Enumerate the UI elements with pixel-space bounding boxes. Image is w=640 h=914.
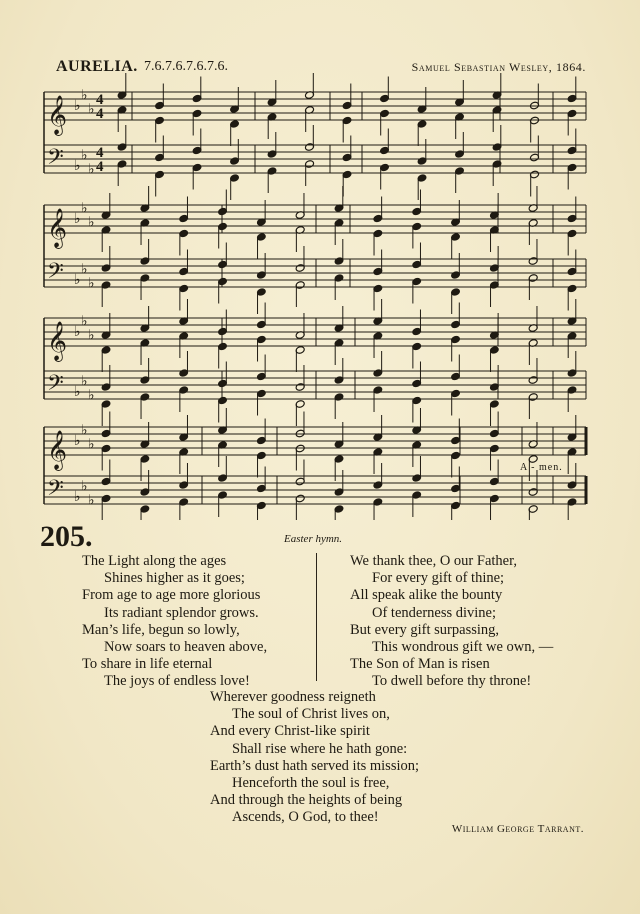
verse-line: Ascends, O God, to thee! (232, 809, 379, 826)
verse-line: But every gift surpassing, (350, 621, 500, 638)
stanza-3 (210, 689, 419, 827)
flat-sign: ♭ (81, 147, 88, 164)
verse-line: The Light along the ages (82, 553, 227, 569)
verse-line: Of tenderness divine; (372, 604, 497, 621)
verse-line: Henceforth the soul is free, (232, 774, 390, 791)
treble-clef: 𝄞 (47, 430, 68, 470)
verse-line: And through the heights of being (210, 792, 403, 809)
flat-sign: ♭ (81, 261, 88, 278)
time-signature: 4 (96, 106, 104, 122)
verse-line: Earth’s dust hath served its mission; (210, 757, 420, 774)
bass-clef: 𝄢 (47, 371, 64, 401)
verse-line: The soul of Christ lives on, (232, 706, 390, 723)
flat-sign: ♭ (88, 101, 95, 118)
verse-line: For every gift of thine; (372, 570, 505, 587)
flat-sign: ♭ (81, 422, 88, 439)
stanza-1 (82, 553, 267, 691)
author-credit: William George Tarrant. (451, 823, 584, 835)
tune-name: AURELIA. (56, 58, 138, 75)
bass-clef: 𝄢 (47, 476, 64, 506)
verse-line: Its radiant splendor grows. (104, 604, 259, 621)
hymn-number: 205. (40, 520, 93, 553)
flat-sign: ♭ (74, 489, 81, 505)
treble-clef: 𝄞 (47, 208, 68, 248)
verse-line: The joys of endless love! (104, 673, 250, 690)
stanza-2 (350, 553, 553, 691)
flat-sign: ♭ (88, 492, 95, 509)
verse-line: And every Christ-like spirit (210, 723, 370, 740)
bass-clef: 𝄢 (47, 145, 64, 175)
flat-sign: ♭ (81, 313, 88, 330)
flat-sign: ♭ (74, 433, 81, 449)
verse-line: Wherever goodness reigneth (210, 689, 376, 705)
flat-sign: ♭ (88, 436, 95, 453)
flat-sign: ♭ (74, 272, 81, 288)
verse-line: The Son of Man is risen (350, 656, 490, 673)
flat-sign: ♭ (88, 161, 95, 178)
treble-clef: 𝄞 (47, 95, 68, 135)
time-signature: 4 (96, 92, 104, 108)
flat-sign: ♭ (74, 211, 81, 227)
composer-credit: Samuel Sebastian Wesley, 1864. (411, 60, 586, 74)
verse-line: Shines higher as it goes; (104, 570, 245, 587)
verse-line: All speak alike the bounty (350, 587, 503, 604)
meter: 7.6.7.6.7.6.7.6. (144, 59, 228, 74)
verse-line: To share in life eternal (82, 656, 213, 673)
time-signature: 4 (96, 145, 104, 161)
verse-line: From age to age more glorious (82, 587, 261, 604)
amen-label: A - men. (520, 462, 563, 473)
flat-sign: ♭ (74, 98, 81, 114)
flat-sign: ♭ (88, 327, 95, 344)
bass-clef: 𝄢 (47, 259, 64, 289)
flat-sign: ♭ (81, 87, 88, 104)
verse-line: We thank thee, O our Father, (350, 553, 517, 569)
verse-line: Man’s life, begun so lowly, (82, 621, 240, 638)
verse-line: This wondrous gift we own, — (372, 638, 554, 655)
verse-line: Now soars to heaven above, (104, 638, 268, 655)
time-signature: 4 (96, 159, 104, 175)
flat-sign: ♭ (81, 478, 88, 495)
flat-sign: ♭ (81, 373, 88, 390)
flat-sign: ♭ (81, 200, 88, 217)
verse-line: To dwell before thy throne! (372, 673, 532, 690)
flat-sign: ♭ (88, 275, 95, 292)
column-divider (316, 553, 317, 681)
flat-sign: ♭ (74, 384, 81, 400)
flat-sign: ♭ (88, 387, 95, 404)
treble-clef: 𝄞 (47, 321, 68, 361)
flat-sign: ♭ (74, 324, 81, 340)
flat-sign: ♭ (88, 214, 95, 231)
verse-line: Shall rise where he hath gone: (232, 740, 408, 757)
flat-sign: ♭ (74, 158, 81, 174)
hymn-subtitle: Easter hymn. (284, 533, 343, 545)
